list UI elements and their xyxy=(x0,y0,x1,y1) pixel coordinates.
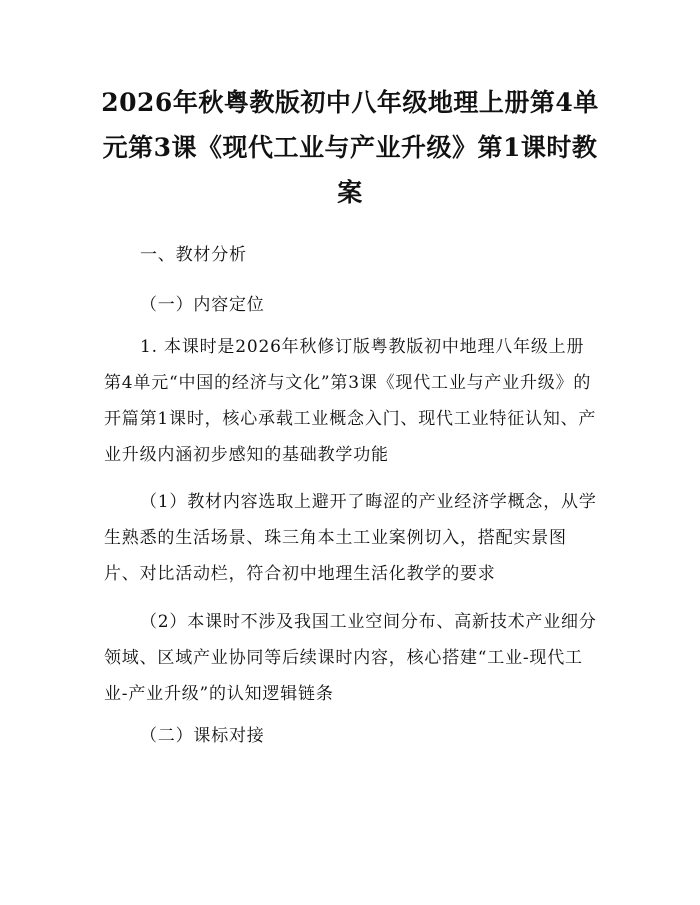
paragraph-lesson-positioning: 1. 本课时是2026年秋修订版粤教版初中地理八年级上册第4单元“中国的经济与文化”第3课《现代工业与产业升级》的开篇第1课时，核心承载工业概念入门、现代工业特征认知、产业升级内涵初步感知的基础教学功能 xyxy=(104,337,597,465)
document-title: 2026年秋粤教版初中八年级地理上册第4单元第3课《现代工业与产业升级》第1课时教案 xyxy=(101,88,599,207)
subsection-heading-content-positioning: （一）内容定位 xyxy=(140,295,265,315)
paragraph-content-selection: （1）教材内容选取上避开了晦涩的产业经济学概念，从学生熟悉的生活场景、珠三角本土工业案例切入，搭配实景图片、对比活动栏，符合初中地理生活化教学的要求 xyxy=(104,492,597,584)
section-heading-textbook-analysis: 一、教材分析 xyxy=(140,245,247,265)
subsection-heading-curriculum-standards: （二）课标对接 xyxy=(140,726,265,746)
paragraph-lesson-scope: （2）本课时不涉及我国工业空间分布、高新技术产业细分领域、区域产业协同等后续课时内容，核心搭建“工业-现代工业-产业升级”的认知逻辑链条 xyxy=(104,612,597,704)
